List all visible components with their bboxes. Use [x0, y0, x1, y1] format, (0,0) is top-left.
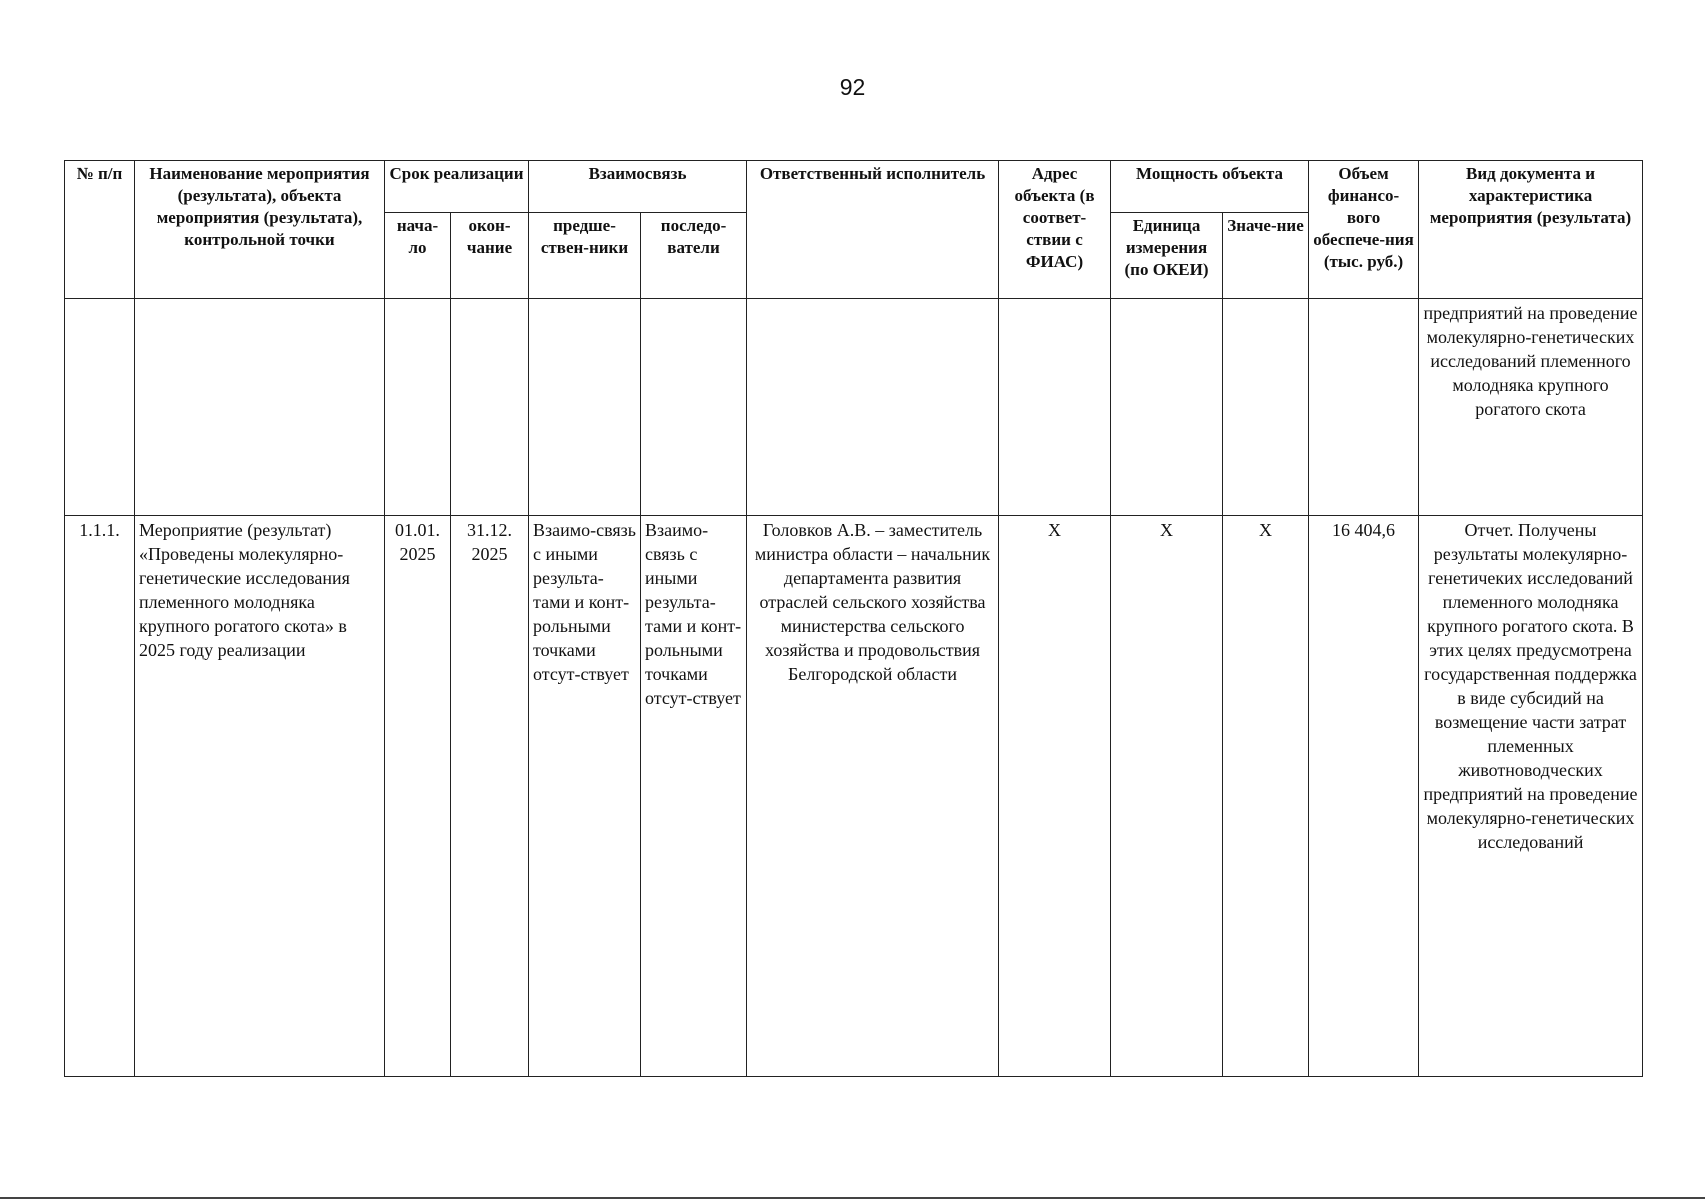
cell-executor: Головков А.В. – заместитель министра области – начальник департамента развития отраслей сельского хозяйства министерства сельского хозяйства и продовольствия Белгородской области [747, 516, 999, 1077]
header-doc: Вид документа и характеристика мероприятия (результата) [1419, 161, 1643, 299]
cell-prev: Взаимо-связь с иными результа-тами и конт-рольными точками отсут-ствует [529, 516, 641, 1077]
cell-value: X [1223, 516, 1309, 1077]
page-edge-divider [0, 1197, 1705, 1199]
table-row [65, 516, 1643, 1077]
header-term: Срок реализации [385, 161, 529, 213]
header-address: Адрес объекта (в соответ-ствии с ФИАС) [999, 161, 1111, 299]
header-executor: Ответственный исполнитель [747, 161, 999, 299]
cell-name: Мероприятие (результат) «Проведены молекулярно-генетические исследования племенного молодняка крупного рогатого скота» в 2025 году реализации [135, 516, 385, 1077]
cell-address [999, 299, 1111, 516]
cell-end: 31.12. 2025 [451, 516, 529, 1077]
header-link-prev: предше-ствен-ники [529, 213, 641, 299]
cell-prev [529, 299, 641, 516]
cell-executor [747, 299, 999, 516]
cell-num: 1.1.1. [65, 516, 135, 1077]
header-capacity-value: Значе-ние [1223, 213, 1309, 299]
cell-finance [1309, 299, 1419, 516]
cell-address: X [999, 516, 1111, 1077]
header-term-end: окон-чание [451, 213, 529, 299]
cell-next: Взаимо-связь с иными результа-тами и конт-рольными точками отсут-ствует [641, 516, 747, 1077]
cell-doc: Отчет. Получены результаты молекулярно-генетичеких исследований племенного молодняка крупного рогатого скота. В этих целях предусмотрена государственная поддержка в виде субсидий на возмещение части затрат племенных животноводческих предприятий на проведение молекулярно-генетических исследований [1419, 516, 1643, 1077]
cell-start: 01.01. 2025 [385, 516, 451, 1077]
cell-start [385, 299, 451, 516]
header-term-start: нача-ло [385, 213, 451, 299]
cell-doc: предприятий на проведение молекулярно-генетических исследований племенного молодняка крупного рогатого скота [1419, 299, 1643, 516]
cell-finance: 16 404,6 [1309, 516, 1419, 1077]
header-link: Взаимосвязь [529, 161, 747, 213]
activity-table [64, 160, 1643, 1077]
cell-value [1223, 299, 1309, 516]
page-number: 92 [839, 74, 866, 100]
cell-unit: X [1111, 516, 1223, 1077]
cell-next [641, 299, 747, 516]
header-name: Наименование мероприятия (результата), объекта мероприятия (результата), контрольной точки [135, 161, 385, 299]
header-num: № п/п [65, 161, 135, 299]
header-finance: Объем финансо-вого обеспече-ния (тыс. руб.) [1309, 161, 1419, 299]
header-link-next: последо-ватели [641, 213, 747, 299]
cell-end [451, 299, 529, 516]
cell-unit [1111, 299, 1223, 516]
header-capacity-unit: Единица измерения (по ОКЕИ) [1111, 213, 1223, 299]
header-capacity: Мощность объекта [1111, 161, 1309, 213]
cell-name [135, 299, 385, 516]
table-row [65, 299, 1643, 516]
cell-num [65, 299, 135, 516]
